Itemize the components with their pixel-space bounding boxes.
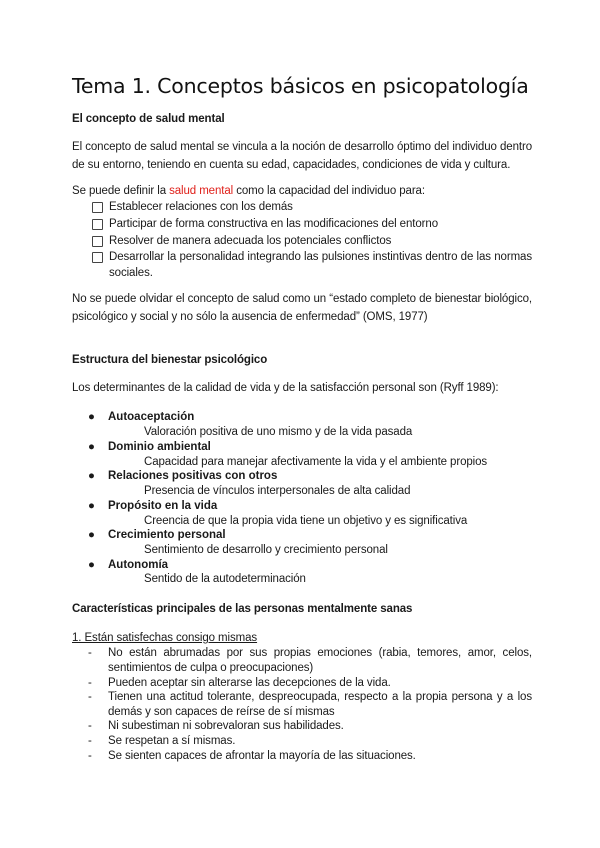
checklist-item-label: Resolver de manera adecuada los potenciales conflictos bbox=[109, 235, 392, 247]
bullet-icon: ● bbox=[88, 500, 95, 512]
checkbox[interactable] bbox=[92, 219, 103, 230]
dash-list-item bbox=[88, 690, 532, 720]
bullet-item-description: Creencia de que la propia vida tiene un objetivo y es significativa bbox=[144, 515, 468, 527]
checkbox[interactable] bbox=[92, 202, 103, 213]
checklist-item bbox=[92, 199, 532, 215]
definition-highlight: salud mental bbox=[169, 185, 234, 197]
paragraph-intro: El concepto de salud mental se vincula a la noción de desarrollo óptimo del individuo dentro de su entorno, teniendo en cuenta su edad, capacidades, condiciones de vida y cultura. bbox=[72, 141, 532, 171]
bullet-item bbox=[88, 469, 277, 484]
bullet-item-title: Propósito en la vida bbox=[108, 500, 218, 512]
page-title: Tema 1. Conceptos básicos en psicopatología bbox=[72, 74, 529, 98]
bullet-icon: ● bbox=[88, 529, 95, 541]
bullet-item-description: Presencia de vínculos interpersonales de alta calidad bbox=[144, 485, 411, 497]
bullet-item bbox=[88, 558, 168, 573]
section-heading-salud-mental: El concepto de salud mental bbox=[72, 113, 225, 125]
bullet-item-title: Dominio ambiental bbox=[108, 441, 211, 453]
dash-list-item-text: Ni subestiman ni sobrevaloran sus habilidades. bbox=[108, 720, 344, 732]
dash-bullet: - bbox=[88, 750, 92, 762]
section-heading-bienestar: Estructura del bienestar psicológico bbox=[72, 354, 268, 366]
paragraph-definition bbox=[72, 183, 532, 201]
bullet-item bbox=[88, 528, 226, 543]
bullet-item-description: Capacidad para manejar afectivamente la vida y el ambiente propios bbox=[144, 456, 488, 468]
bullet-item-title: Autonomía bbox=[108, 559, 169, 571]
bullet-icon: ● bbox=[88, 441, 95, 453]
dash-list-item-text: Tienen una actitud tolerante, despreocupada, respecto a la propia persona y a los demás y son capaces de reírse de sí mismas bbox=[108, 691, 532, 718]
bullet-item-description: Sentido de la autodeterminación bbox=[144, 573, 306, 585]
bullet-item bbox=[88, 440, 211, 455]
bullet-icon: ● bbox=[88, 470, 95, 482]
section-heading-caracteristicas: Características principales de las personas mentalmente sanas bbox=[72, 603, 413, 615]
dash-list-item-text: Se respetan a sí mismas. bbox=[108, 735, 236, 747]
paragraph-oms-quote: No se puede olvidar el concepto de salud como un “estado completo de bienestar biológico, psicológico y social y no sólo la ausencia de enfermedad” (OMS, 1977) bbox=[72, 293, 532, 323]
definition-text-start: Se puede definir la bbox=[72, 185, 170, 197]
dash-list-item-text: Pueden aceptar sin alterarse las decepciones de la vida. bbox=[108, 677, 391, 689]
dash-list-item bbox=[88, 719, 532, 734]
dash-list-item-text: Se sienten capaces de afrontar la mayoría de las situaciones. bbox=[108, 750, 416, 762]
bullet-item bbox=[88, 410, 194, 425]
bullet-item-description: Sentimiento de desarrollo y crecimiento personal bbox=[144, 544, 388, 556]
bullet-item-title: Crecimiento personal bbox=[108, 529, 226, 541]
bullet-icon: ● bbox=[88, 411, 95, 423]
dash-bullet: - bbox=[88, 720, 92, 732]
checklist-item-label: Establecer relaciones con los demás bbox=[109, 201, 293, 213]
dash-list-item-text: No están abrumadas por sus propias emociones (rabia, temores, amor, celos, sentimientos de culpa o preocupaciones) bbox=[108, 647, 532, 674]
dash-list-item bbox=[88, 749, 532, 764]
bullet-icon: ● bbox=[88, 559, 95, 571]
paragraph-determinants: Los determinantes de la calidad de vida y de la satisfacción personal son (Ryff 1989): bbox=[72, 382, 499, 394]
checklist-item-label: Participar de forma constructiva en las modificaciones del entorno bbox=[109, 218, 438, 230]
bullet-item bbox=[88, 499, 217, 514]
subheading-satisfechas: 1. Están satisfechas consigo mismas bbox=[72, 632, 258, 644]
checklist-item bbox=[92, 233, 532, 249]
dash-bullet: - bbox=[88, 735, 92, 747]
bullet-item-description: Valoración positiva de uno mismo y de la vida pasada bbox=[144, 426, 413, 438]
dash-list-item bbox=[88, 646, 532, 676]
bullet-item-title: Autoaceptación bbox=[108, 411, 195, 423]
dash-list-item bbox=[88, 734, 532, 749]
dash-bullet: - bbox=[88, 647, 92, 659]
dash-list-item bbox=[88, 676, 532, 691]
bullet-item-title: Relaciones positivas con otros bbox=[108, 470, 278, 482]
checkbox[interactable] bbox=[92, 252, 103, 263]
checkbox[interactable] bbox=[92, 236, 103, 247]
dash-bullet: - bbox=[88, 691, 92, 703]
dash-bullet: - bbox=[88, 677, 92, 689]
checklist-item bbox=[92, 216, 532, 232]
checklist-item bbox=[92, 249, 532, 281]
definition-text-end: como la capacidad del individuo para: bbox=[233, 185, 425, 197]
checklist-item-label: Desarrollar la personalidad integrando las pulsiones instintivas dentro de las normas sociales. bbox=[109, 251, 532, 279]
